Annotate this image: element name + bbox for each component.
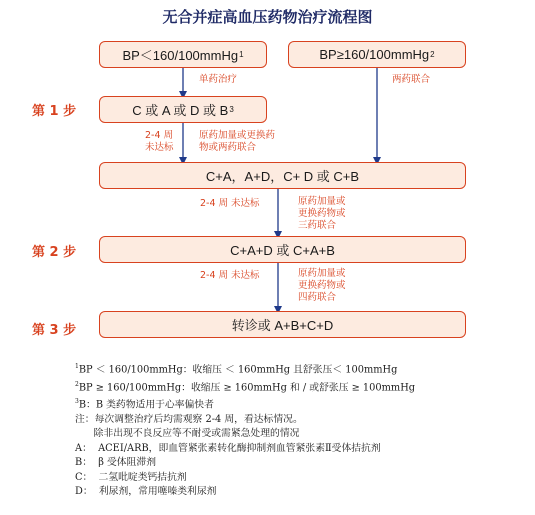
step1-text: C 或 A 或 D 或 B: [132, 103, 229, 118]
footnote-1: [75, 360, 525, 378]
legend-a: A： ACEI/ARB，即血管紧张素转化酶抑制剂血管紧张素Ⅱ受体拮抗剂: [75, 442, 381, 454]
step1-box: [99, 96, 267, 123]
note-observe: 注：每次调整治疗后均需观察 2-4 周，看达标情况。: [75, 414, 303, 426]
dual-therapy-label: 两药联合: [392, 74, 431, 85]
weeks-label-2: 2-4 周 未达标: [200, 198, 260, 209]
footnote-1-mark: 1: [75, 363, 79, 370]
footnote-1-text: BP ＜ 160/100mmHg：收缩压 ＜ 160mmHg 且舒张压＜ 100mmHg: [78, 364, 398, 376]
footnote-2-text: BP ≥ 160/100mmHg：收缩压 ≥ 160mmHg 和 / 或舒张压 ≥ 100mmHg: [78, 381, 416, 393]
step3-text: 转诊或 A+B+C+D: [231, 318, 334, 333]
adjust-label-2: 原药加量或 更换药物或 三药联合: [298, 196, 346, 231]
step-3-label: 第 3 步: [32, 323, 77, 338]
adjust-label-1: 原药加量或更换药 物或两药联合: [199, 130, 276, 153]
weeks-label-1: 2-4 周 未达标: [145, 130, 174, 153]
note-exception: 除非出现不良反应等不耐受或需紧急处理的情况: [75, 428, 300, 440]
step-1-label: 第 1 步: [32, 104, 77, 119]
bp-low-footnote: 1: [239, 50, 244, 59]
footnote-2: [75, 378, 525, 396]
legend-c: C： 二氢吡啶类钙拮抗剂: [75, 471, 187, 483]
step2-box: [99, 236, 466, 263]
bp-low-box: [99, 41, 267, 68]
mono-therapy-label: 单药治疗: [199, 74, 238, 85]
footnote-3: [75, 395, 525, 413]
bp-low-label: BP＜160/100mmHg: [122, 48, 239, 63]
adjust-label-3: 原药加量或 更换药物或 四药联合: [298, 268, 346, 303]
footnote-3-text: B：B 类药物适用于心率偏快者: [78, 399, 214, 411]
bp-high-label: BP≥160/100mmHg: [319, 47, 430, 62]
footnote-3-mark: 3: [75, 398, 79, 406]
dual-combo-box: [99, 162, 466, 189]
weeks-label-3: 2-4 周 未达标: [200, 270, 260, 281]
bp-high-footnote: 2: [430, 50, 435, 59]
page-title: 无合并症高血压药物治疗流程图: [162, 8, 373, 26]
legend-d: D： 利尿剂，常用噻嗪类利尿剂: [75, 486, 217, 498]
step2-text: C+A+D 或 C+A+B: [230, 243, 335, 258]
step1-footnote: 3: [229, 105, 234, 114]
bp-high-box: [288, 41, 466, 68]
footnote-2-mark: 2: [75, 380, 79, 388]
dual-combo-text: C+A，A+D，C+ D 或 C+B: [205, 169, 360, 184]
legend-b: B： β 受体阻滞剂: [75, 457, 156, 469]
step3-box: [99, 311, 466, 338]
footnotes: [75, 360, 525, 499]
step-2-label: 第 2 步: [32, 245, 77, 260]
